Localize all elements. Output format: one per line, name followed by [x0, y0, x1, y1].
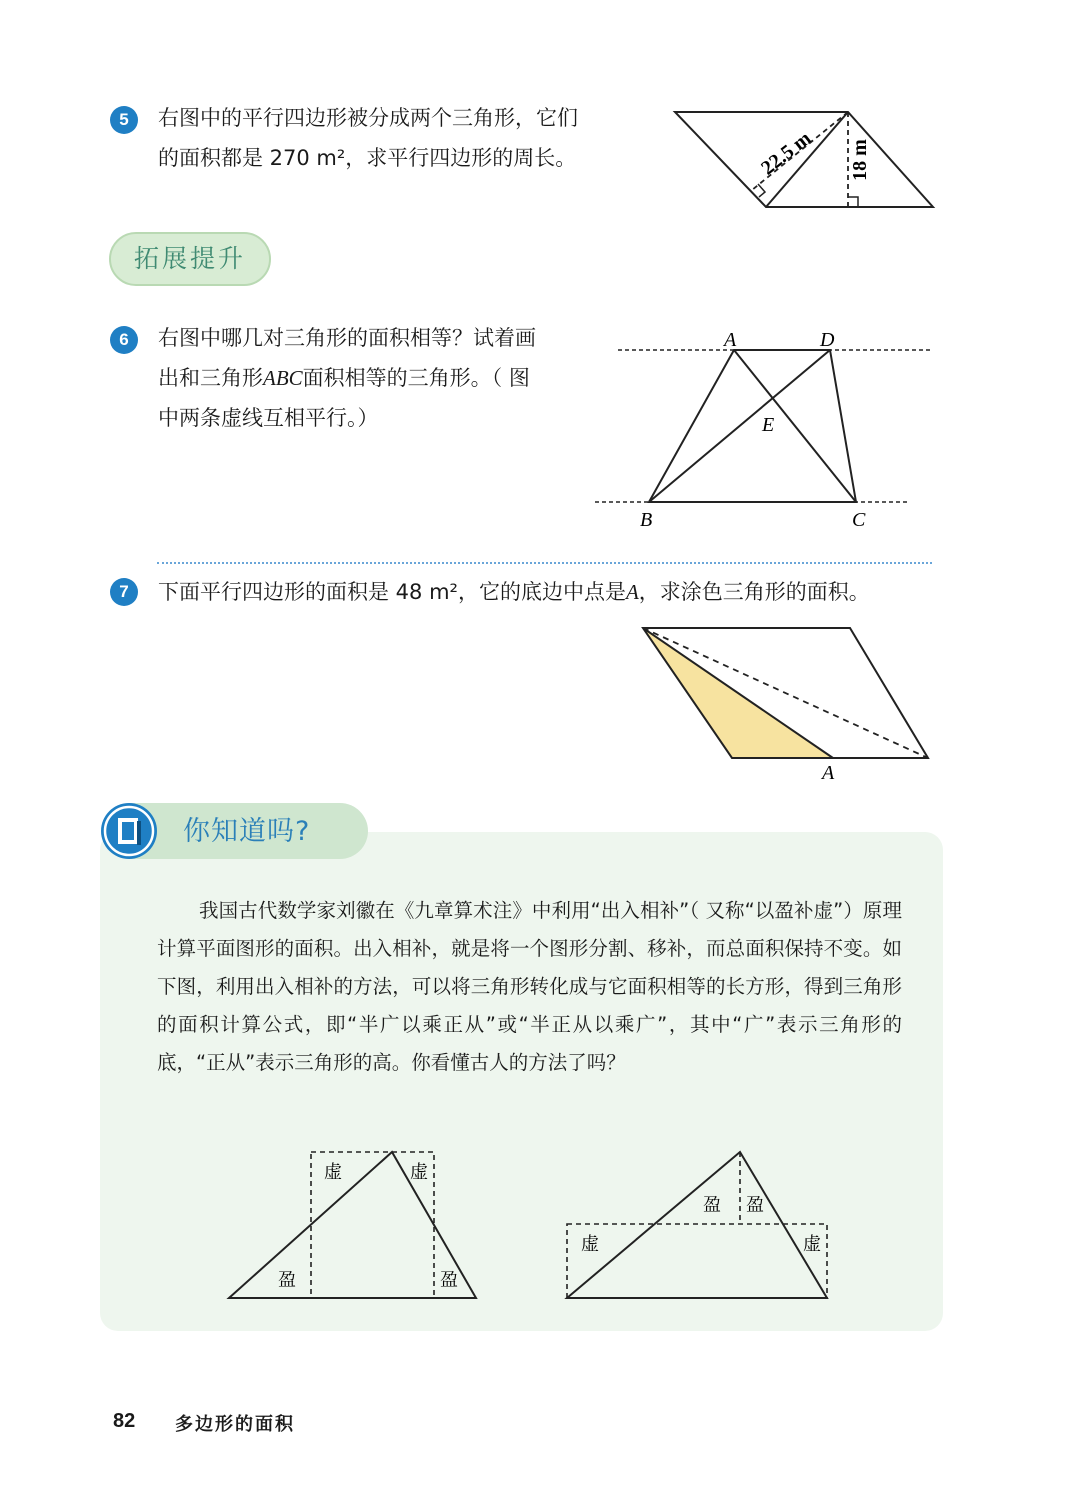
problem-6-line: 右图中哪几对三角形的面积相等？试着画	[158, 326, 536, 350]
text-segment: 面积相等的三角形。（ 图	[302, 366, 530, 390]
dashed-rectangle	[567, 1224, 827, 1298]
problem-7-text	[158, 572, 870, 612]
right-angle-mark	[758, 184, 765, 197]
problem-number-badge: 7	[110, 578, 138, 606]
diagonal-bd	[649, 350, 830, 502]
problem-5-line: 的面积都是 270 m²，求平行四边形的周长。	[158, 146, 577, 170]
length-label-22-5: 22.5 m	[757, 127, 816, 180]
problem-number-badge: 6	[110, 326, 138, 354]
problem-6-line	[158, 358, 536, 398]
text-segment: 下面平行四边形的面积是 48 m²，它的底边中点是	[158, 580, 626, 604]
problem-5-line: 右图中的平行四边形被分成两个三角形，它们	[158, 106, 578, 130]
text-segment: 出和三角形	[158, 366, 263, 390]
label-xu: 虚	[581, 1234, 599, 1254]
trapezoid-figure	[590, 325, 935, 535]
parallelogram-figure	[660, 100, 950, 220]
problem-6-line: 中两条虚线互相平行。）	[158, 406, 379, 430]
label-ying: 盈	[440, 1270, 458, 1290]
diagonal-ac	[734, 350, 856, 502]
problem-6-text	[158, 318, 536, 438]
vertex-label-d: D	[820, 329, 835, 351]
label-ying: 盈	[703, 1195, 721, 1215]
label-xu: 虚	[410, 1162, 428, 1182]
vertex-label-a: A	[724, 329, 737, 351]
label-xu: 虚	[803, 1234, 821, 1254]
did-you-know-title: 你知道吗?	[183, 816, 311, 847]
vertex-label-c: C	[852, 509, 866, 531]
variable-abc: ABC	[263, 366, 303, 390]
text-segment: ，求涂色三角形的面积。	[638, 580, 870, 604]
section-divider	[157, 562, 932, 564]
right-angle-mark	[848, 197, 858, 207]
vertex-label-e: E	[762, 414, 775, 436]
book-icon-glyph	[101, 803, 157, 859]
shaded-parallelogram-figure	[635, 620, 935, 785]
triangle-to-rectangle-diagram-right	[560, 1148, 835, 1303]
triangle-outline	[567, 1152, 827, 1298]
vertex-label-b: B	[640, 509, 653, 531]
page-number: 82	[113, 1410, 136, 1432]
midpoint-label-a: A	[822, 762, 835, 784]
parallelogram-outline	[675, 112, 933, 207]
did-you-know-paragraph: 我国古代数学家刘徽在《九章算术注》中利用“出入相补”（ 又称“以盈补虚”）原理计算平面图形的面积。出入相补，就是将一个图形分割、移补，而总面积保持不变。如下图，利用出入相补的方法，可以将三角形转化成与它面积相等的长方形，得到三角形的面积计算公式，即“半广以乘正从”或“半正从以乘广”，其中“广”表示三角形的底，“正从”表示三角形的高。你看懂古人的方法了吗？	[157, 899, 902, 1074]
section-title-pill: 拓展提升	[109, 232, 271, 286]
triangle-to-rectangle-diagram-left	[225, 1148, 485, 1303]
label-xu: 虚	[324, 1162, 342, 1182]
label-ying: 盈	[746, 1195, 764, 1215]
length-label-18: 18 m	[849, 139, 871, 181]
problem-number-badge: 5	[110, 106, 138, 134]
problem-5-text	[158, 98, 578, 178]
triangle-outline	[229, 1152, 476, 1298]
variable-a: A	[625, 580, 639, 604]
label-ying: 盈	[278, 1270, 296, 1290]
chapter-title: 多边形的面积	[175, 1414, 295, 1435]
book-icon	[101, 803, 157, 859]
